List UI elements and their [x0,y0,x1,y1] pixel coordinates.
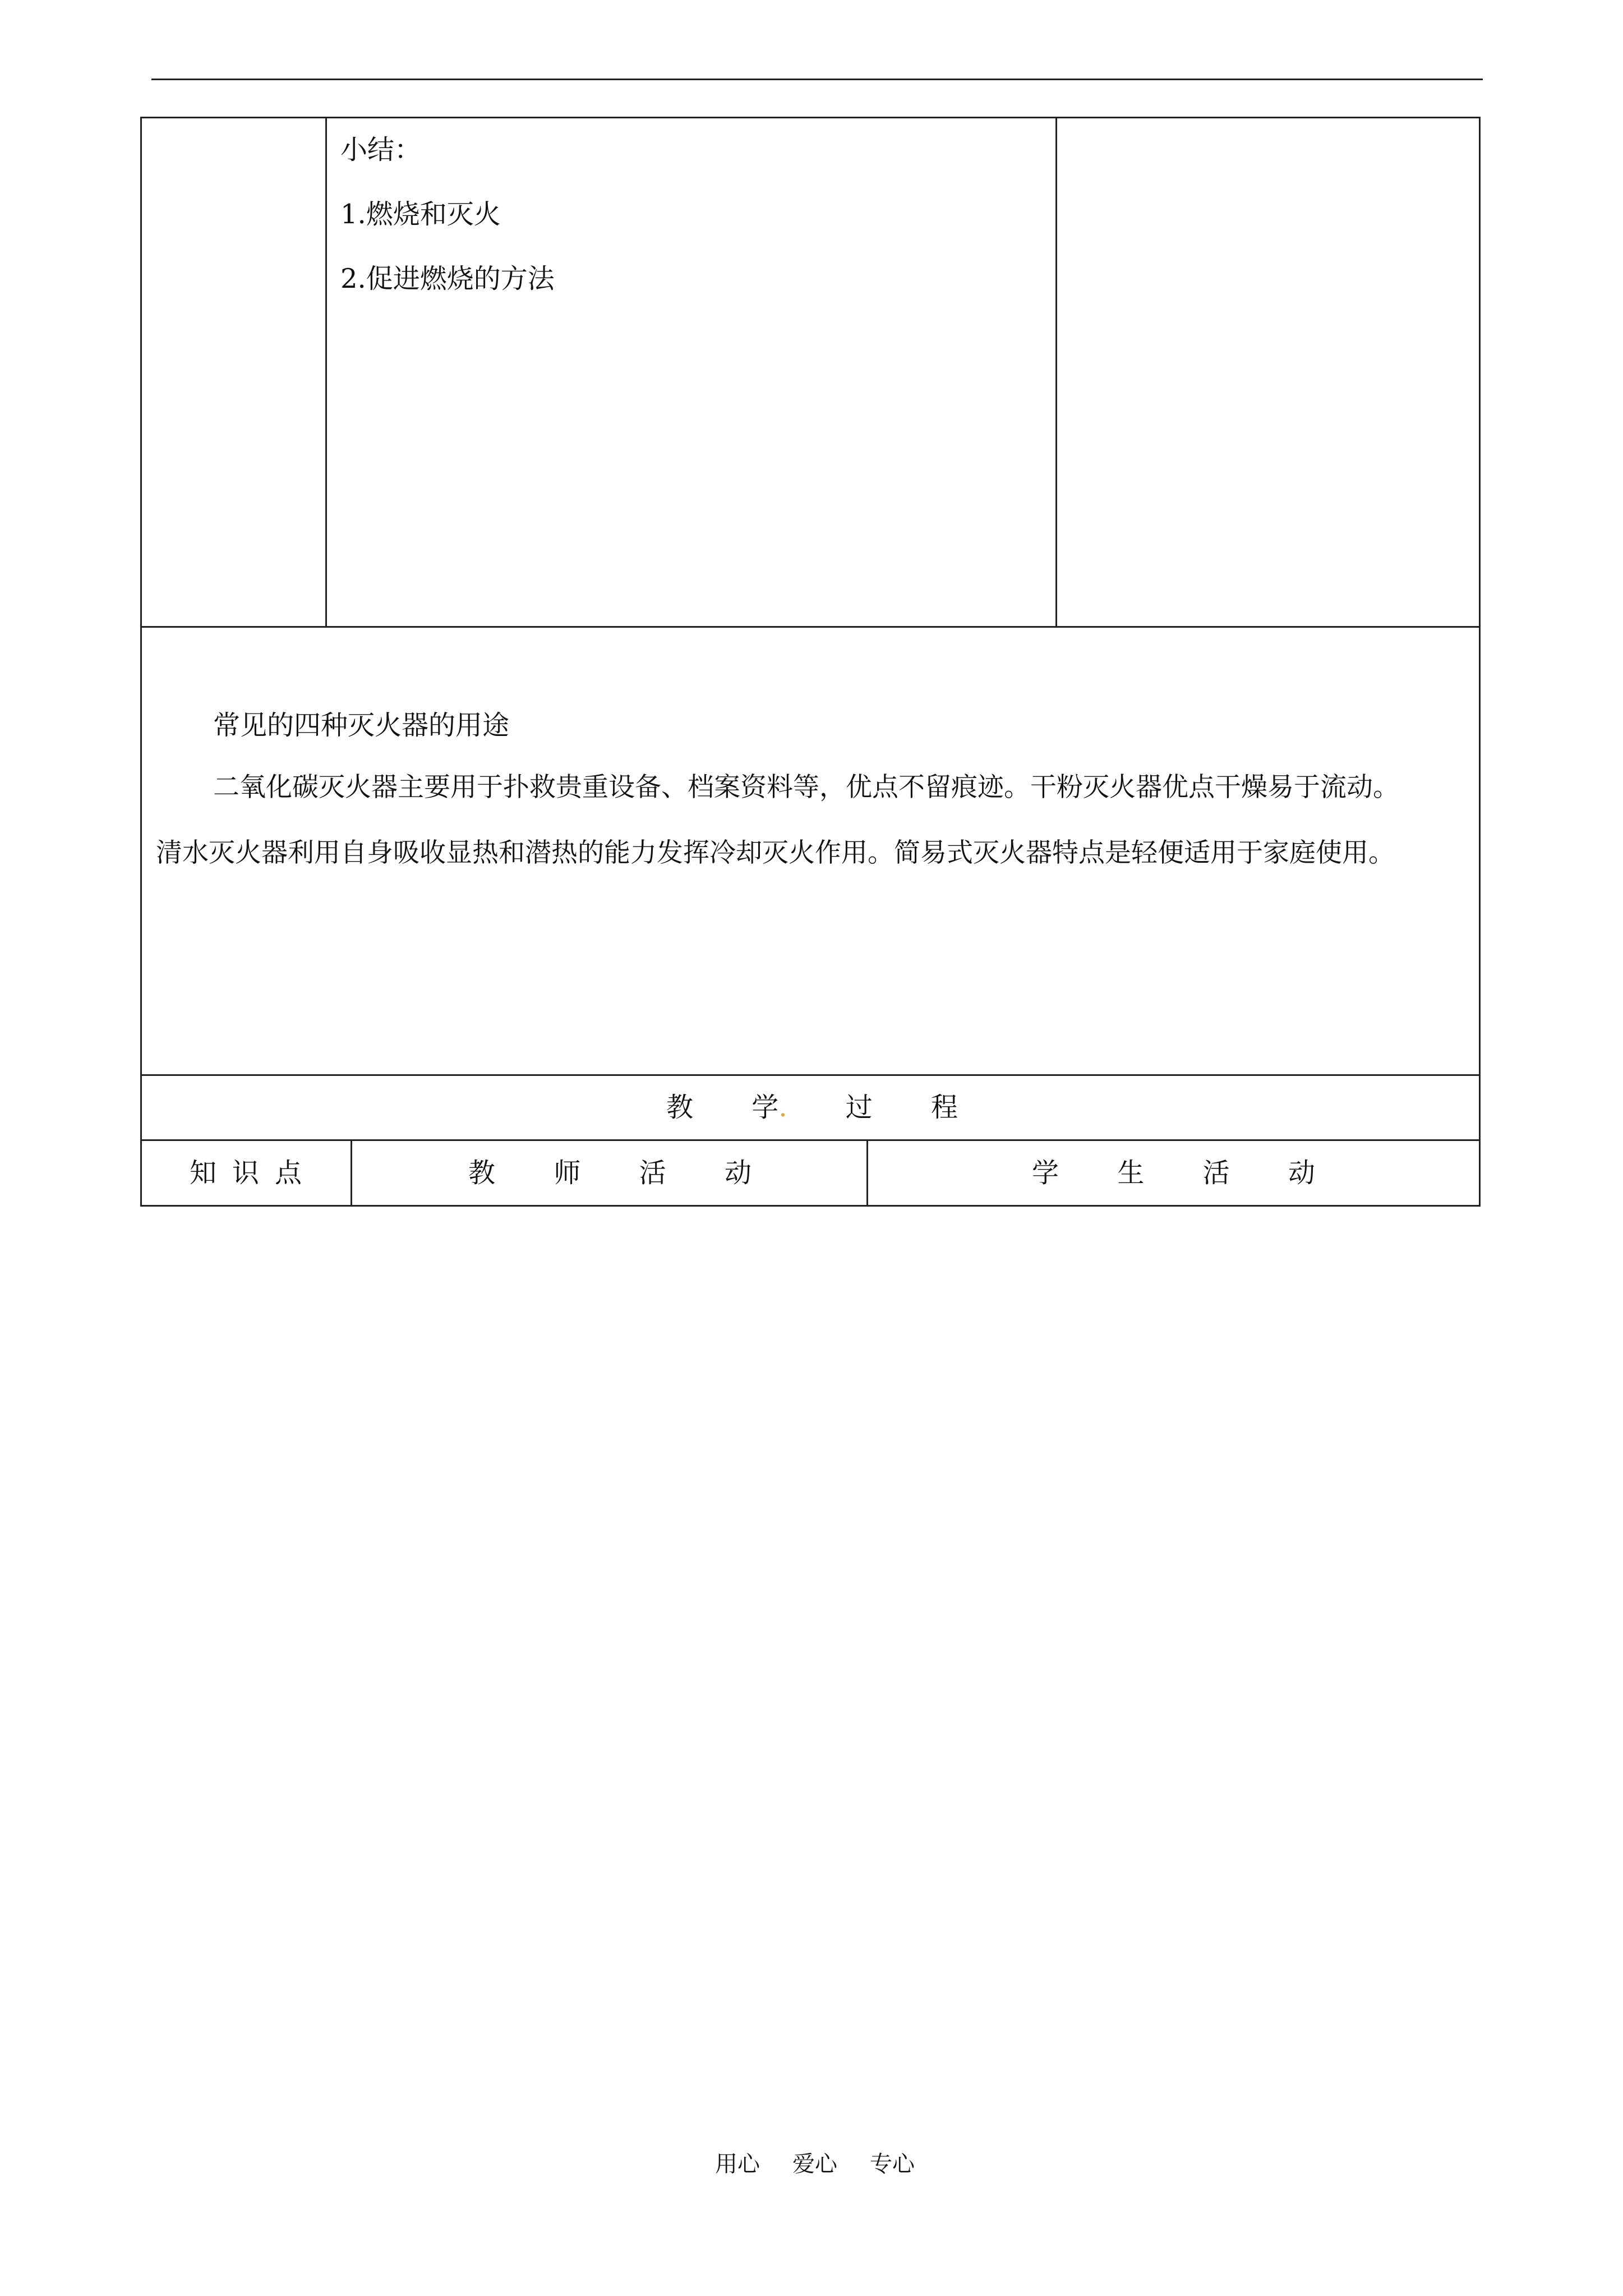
extinguisher-paragraph-line-2: 清水灭火器利用自身吸收显热和潜热的能力发挥冷却灭火作用。简易式灭火器特点是轻便适用于家庭使用。 [156,838,1395,868]
column-header-teacher-char-1: 教 [468,1157,496,1189]
extinguisher-paragraph-line-1: 二氧化碳灭火器主要用于扑救贵重设备、档案资料等，优点不留痕迹。干粉灭火器优点干燥易于流动。 [213,772,1399,803]
column-header-teacher-char-3: 活 [639,1157,666,1189]
column-header-knowledge-char-1: 知 [190,1157,217,1189]
process-header-char-4: 程 [930,1092,958,1123]
footer-word-3: 专心 [870,2151,915,2177]
column-header-knowledge-char-2: 识 [232,1157,259,1189]
process-header-char-3: 过 [845,1092,873,1123]
column-divider-1 [351,1139,352,1207]
column-header-student-activity [1032,1157,1315,1189]
summary-col-divider-2 [1055,117,1057,628]
column-header-student-char-2: 生 [1117,1157,1145,1189]
column-header-student-char-4: 动 [1288,1157,1315,1189]
process-header [666,1094,958,1121]
page-footer [715,2153,915,2175]
column-header-student-char-1: 学 [1032,1157,1059,1189]
column-header-teacher-char-4: 动 [724,1157,751,1189]
footer-word-1: 用心 [715,2151,760,2177]
process-header-char-2: 学. [751,1092,787,1123]
summary-table [140,117,1481,628]
process-header-char-1: 教 [666,1092,694,1123]
summary-item-1: 1.燃烧和灭火 [340,199,501,230]
process-header-top-rule [140,1074,1481,1076]
column-header-teacher-activity [468,1157,751,1189]
extinguisher-title: 常见的四种灭火器的用途 [213,710,510,741]
column-header-teacher-char-2: 师 [554,1157,581,1189]
summary-heading: 小结： [340,134,422,165]
footer-word-2: 爱心 [792,2151,837,2177]
column-header-knowledge-char-3: 点 [274,1157,302,1189]
column-header-student-char-3: 活 [1202,1157,1230,1189]
column-header-top-rule [140,1139,1481,1141]
column-divider-2 [866,1139,868,1207]
header-rule [151,79,1483,80]
summary-item-2: 2.促进燃烧的方法 [340,263,555,295]
column-header-knowledge-point [190,1157,302,1189]
summary-col-divider-1 [325,117,327,628]
